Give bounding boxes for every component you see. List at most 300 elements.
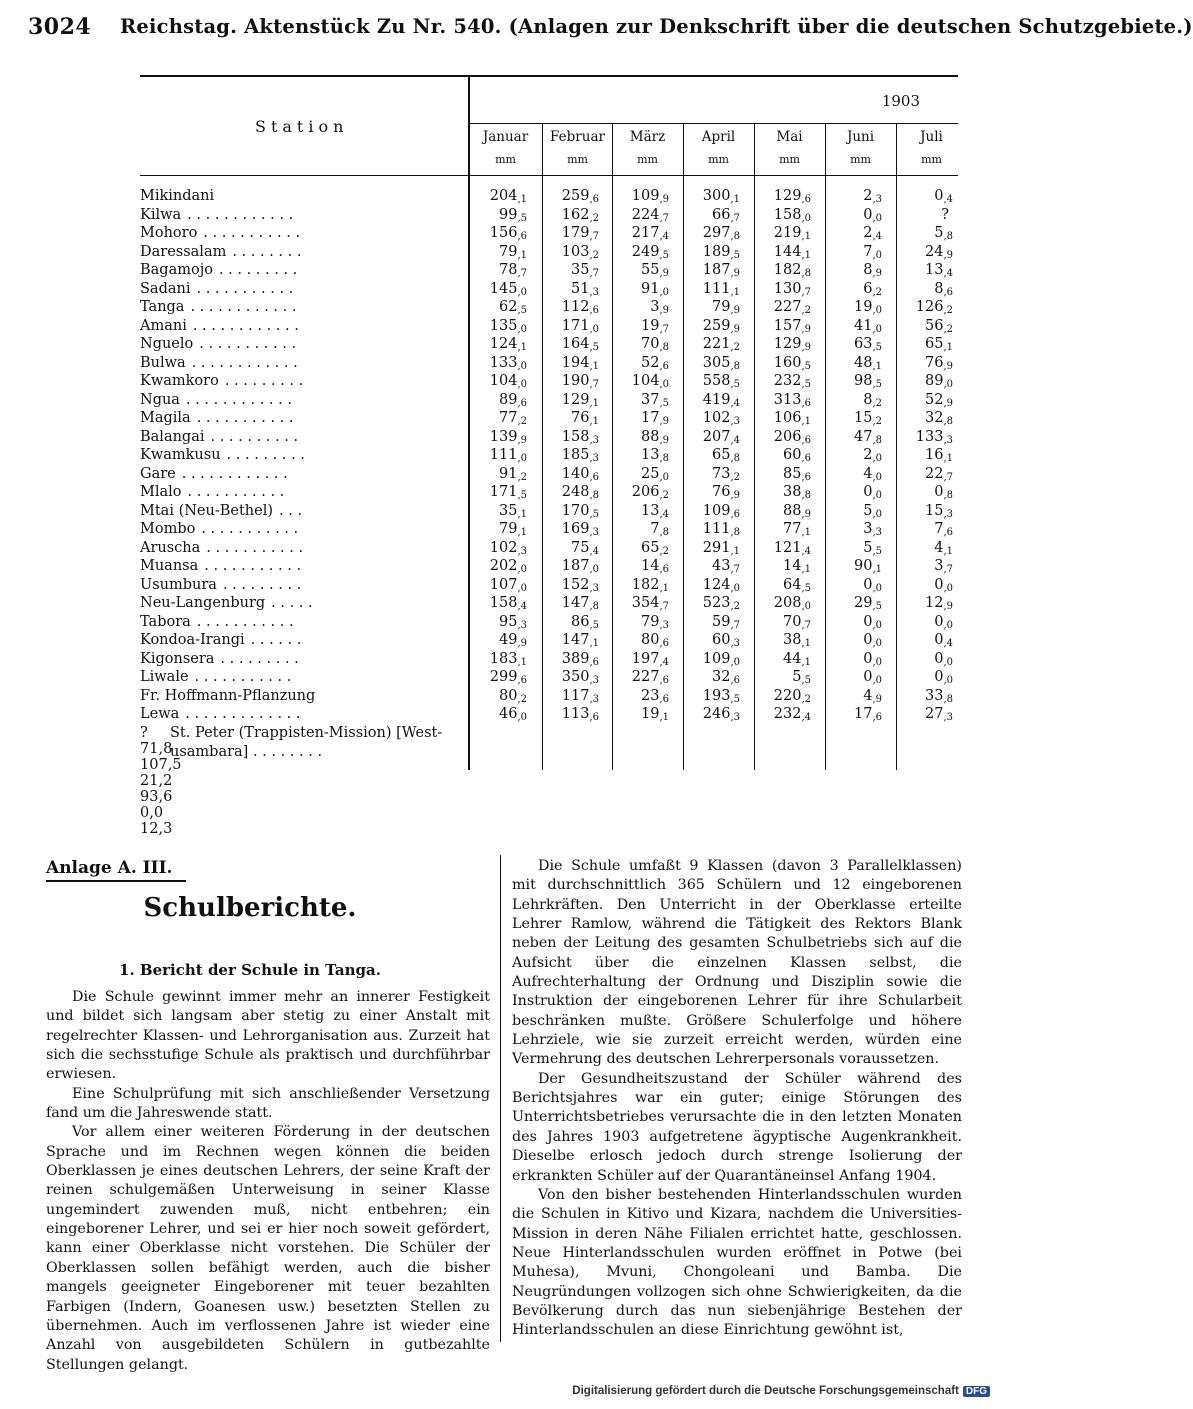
decimal-comma: , [659, 434, 663, 446]
cell-integer: 259 [561, 188, 590, 204]
cell-decimal: 0 [520, 453, 527, 464]
cell-decimal: 1 [804, 416, 811, 427]
table-cell [542, 595, 599, 612]
table-cell [542, 614, 599, 631]
leader-dots: . . . . . . . . . [226, 447, 305, 463]
cell-decimal: 7 [520, 268, 527, 279]
month-header: Februar [550, 129, 605, 145]
cell-integer: 2 [863, 447, 873, 463]
cell-integer: 219 [773, 225, 802, 241]
cell-decimal: 7 [733, 619, 740, 631]
table-cell [542, 410, 599, 427]
decimal-comma: , [801, 712, 805, 723]
decimal-comma: , [158, 772, 164, 789]
decimal-comma: , [801, 194, 805, 205]
cell-integer: 55 [640, 262, 660, 278]
decimal-comma: , [943, 342, 947, 353]
decimal-comma: , [589, 490, 593, 501]
cell-integer: 107 [489, 576, 518, 593]
cell-integer: 130 [773, 280, 802, 297]
table-cell [754, 281, 811, 298]
station-label: Tabora [140, 613, 191, 630]
decimal-comma: , [659, 453, 663, 464]
table-cell [825, 373, 882, 390]
table-cell [825, 632, 882, 649]
cell-decimal: 1 [733, 286, 740, 298]
table-cell [683, 614, 740, 631]
cell-integer: 179 [561, 225, 590, 241]
decimal-comma: , [158, 820, 164, 837]
station-label: Kondoa-Irangi [140, 632, 245, 648]
decimal-comma: , [872, 360, 876, 372]
table-header-rule [140, 175, 958, 176]
leader-dots: . . . . . . . . . . . . [187, 206, 294, 223]
cell-integer: 80 [640, 632, 660, 648]
decimal-comma: , [659, 249, 663, 261]
station-name [140, 336, 466, 352]
table-row [140, 632, 958, 651]
cell-integer: 0 [863, 206, 873, 223]
cell-decimal: 3 [875, 527, 882, 538]
table-cell [754, 318, 811, 335]
decimal-comma: , [943, 527, 947, 538]
decimal-comma: , [943, 286, 947, 298]
unit-label: mm [708, 153, 729, 166]
cell-decimal: 7 [592, 231, 599, 242]
cell-integer: 207 [702, 428, 731, 445]
cell-decimal: 4 [804, 545, 811, 557]
table-cell [542, 429, 599, 446]
cell-integer: 91 [498, 465, 518, 482]
decimal-comma: , [517, 638, 521, 649]
paragraph: Eine Schulprüfung mit sich anschließender Versetzung fand um die Jahreswende statt. [46, 1085, 490, 1122]
cell-integer: 107 [140, 756, 168, 773]
station-name [140, 244, 466, 260]
decimal-comma: , [589, 619, 593, 631]
dfg-logo: DFG [963, 1386, 990, 1397]
paragraph: Der Gesundheitszustand der Schüler während des Berichtsjahres war ein guter; einige Störungen des Unterrichtsbetriebes verursachte die in den letzten Monaten des Jahres 1903 aufgetretene ägyptische Augenkrankheit. Dieselbe erlosch jedoch durch strenge Isolierung der erkrankten Schüler auf der Quarantäneinsel Anfang 1904. [512, 1070, 962, 1184]
decimal-comma: , [872, 508, 876, 520]
cell-decimal: 0 [662, 286, 669, 298]
decimal-comma: , [872, 638, 876, 649]
station-label: Kwamkusu [140, 447, 221, 463]
cell-decimal: 7 [592, 268, 599, 279]
decimal-comma: , [872, 416, 876, 427]
table-cell [612, 466, 669, 483]
decimal-comma: , [872, 712, 876, 723]
table-cell [896, 614, 953, 631]
cell-integer: 29 [853, 595, 873, 611]
cell-decimal: 9 [662, 416, 669, 427]
decimal-comma: , [943, 323, 947, 335]
cell-integer: 35 [498, 502, 518, 519]
decimal-comma: , [517, 360, 521, 372]
decimal-comma: , [730, 471, 734, 483]
cell-integer: 0 [934, 484, 944, 500]
decimal-comma: , [943, 490, 947, 501]
cell-decimal: 3 [520, 619, 527, 631]
cell-integer: 89 [498, 391, 518, 408]
cell-decimal: 3 [662, 619, 669, 631]
table-cell [542, 632, 599, 649]
cell-decimal: 6 [163, 788, 173, 805]
cell-integer: 170 [561, 502, 590, 519]
paragraph: Die Schule gewinnt immer mehr an innerer Festigkeit und bildet sich langsam aber stetig zu einer Anstalt mit regelrechter Klassen- und Lehrorganisation aus. Zurzeit hat sich die sechsstufige Schule als praktisch und durchführbar erwiesen. [46, 989, 490, 1083]
table-cell [896, 484, 953, 501]
table-cell [683, 355, 740, 372]
decimal-comma: , [589, 268, 593, 279]
report-subtitle: 1. Bericht der Schule in Tanga. [119, 961, 381, 979]
cell-decimal: 6 [662, 638, 669, 649]
cell-decimal: 8 [733, 231, 740, 242]
cell-decimal: 1 [592, 397, 599, 409]
table-cell [683, 207, 740, 224]
cell-decimal: 0 [520, 360, 527, 372]
decimal-comma: , [517, 249, 521, 261]
table-cell [896, 373, 953, 390]
cell-decimal: 7 [662, 601, 669, 612]
table-cell [612, 410, 669, 427]
table-cell [683, 318, 740, 335]
table-cell [470, 632, 527, 649]
table-cell [542, 688, 599, 705]
decimal-comma: , [730, 601, 734, 612]
decimal-comma: , [659, 490, 663, 501]
cell-integer: 297 [702, 225, 731, 241]
column-divider [500, 855, 501, 1342]
table-row [140, 262, 958, 281]
decimal-comma: , [730, 397, 734, 409]
month-header: Januar [482, 129, 529, 145]
decimal-comma: , [517, 212, 521, 224]
cell-integer: 313 [773, 391, 802, 408]
table-cell [470, 244, 527, 261]
table-cell [612, 632, 669, 649]
cell-decimal: 6 [520, 231, 527, 242]
cell-decimal: 8 [662, 453, 669, 464]
table-cell [470, 484, 527, 501]
decimal-comma: , [589, 194, 593, 205]
cell-decimal: 1 [804, 249, 811, 261]
table-cell [542, 558, 599, 575]
cell-decimal: 1 [804, 231, 811, 242]
table-cell [542, 540, 599, 557]
decimal-comma: , [589, 453, 593, 464]
leader-dots: . . . . . . . . . . . [203, 225, 301, 241]
station-label: Kwamkoro [140, 373, 219, 389]
decimal-comma: , [943, 231, 947, 242]
cell-decimal: 0 [520, 323, 527, 335]
decimal-comma: , [589, 286, 593, 298]
station-name [140, 688, 466, 704]
table-cell [825, 299, 882, 316]
table-cell [825, 466, 882, 483]
cell-decimal: 1 [662, 712, 669, 723]
cell-integer: 25 [640, 465, 660, 482]
table-cell [612, 688, 669, 705]
table-cell [683, 188, 740, 205]
table-cell [683, 595, 740, 612]
cell-decimal: 4 [662, 231, 669, 242]
cell-integer: 202 [489, 558, 518, 574]
cell-decimal: 1 [946, 545, 953, 557]
table-row [140, 466, 958, 485]
decimal-comma: , [801, 434, 805, 446]
station-label: Bagamojo [140, 262, 213, 278]
cell-decimal: 0 [946, 379, 953, 390]
table-row [140, 188, 958, 207]
table-cell [542, 225, 599, 242]
table-cell [754, 392, 811, 409]
decimal-comma: , [943, 416, 947, 427]
table-top-rule [140, 75, 958, 77]
cell-decimal: 6 [946, 527, 953, 538]
table-cell [470, 688, 527, 705]
station-label: Daressalam [140, 243, 227, 260]
table-cell [825, 688, 882, 705]
cell-decimal: 7 [733, 564, 740, 575]
cell-integer: 220 [773, 687, 802, 704]
decimal-comma: , [589, 212, 593, 224]
decimal-comma: , [517, 268, 521, 279]
decimal-comma: , [659, 527, 663, 538]
cell-decimal: 6 [662, 360, 669, 372]
cell-decimal: 8 [804, 490, 811, 501]
table-cell [470, 614, 527, 631]
table-cell [612, 207, 669, 224]
cell-decimal: 8 [875, 434, 882, 446]
leader-dots: . . . . . . . . . [222, 576, 302, 593]
leader-dots: . . . . . . . . . . . [206, 539, 304, 556]
cell-integer: 171 [561, 317, 590, 334]
table-cell [754, 651, 811, 668]
decimal-comma: , [730, 231, 734, 242]
table-cell [140, 805, 197, 821]
cell-decimal: 1 [804, 656, 811, 668]
decimal-comma: , [589, 545, 593, 557]
decimal-comma: , [589, 471, 593, 483]
unit-label: mm [495, 153, 516, 166]
cell-decimal: 5 [733, 379, 740, 390]
table-row [140, 410, 958, 429]
cell-integer: 121 [773, 539, 802, 556]
table-row [140, 447, 958, 466]
cell-decimal: 5 [592, 508, 599, 520]
station-name [140, 632, 466, 648]
decimal-comma: , [801, 527, 805, 538]
cell-integer: 80 [498, 687, 518, 704]
cell-decimal: 7 [662, 212, 669, 224]
table-cell [896, 540, 953, 557]
cell-integer: 22 [924, 465, 944, 482]
cell-integer: 35 [570, 262, 590, 278]
cell-integer: 70 [782, 613, 802, 630]
cell-integer: 38 [782, 484, 802, 500]
decimal-comma: , [872, 397, 876, 409]
cell-decimal: 5 [875, 342, 882, 353]
cell-integer: 24 [924, 243, 944, 260]
cell-decimal: 5 [172, 756, 182, 773]
station-label: Mohoro [140, 225, 198, 241]
cell-decimal: 8 [946, 231, 953, 242]
cell-decimal: 8 [733, 360, 740, 372]
leader-dots: . . . . . . . . . . . [196, 613, 294, 630]
table-cell [896, 688, 953, 705]
cell-integer: 0 [934, 576, 944, 593]
decimal-comma: , [517, 305, 521, 316]
table-cell [612, 392, 669, 409]
table-cell [542, 336, 599, 353]
cell-decimal: 9 [875, 268, 882, 279]
table-cell [683, 244, 740, 261]
table-year: 1903 [881, 92, 920, 110]
cell-decimal: 1 [946, 342, 953, 353]
decimal-comma: , [943, 379, 947, 390]
cell-decimal: 3 [520, 545, 527, 557]
leader-dots: . . . . . . . . . [224, 373, 304, 389]
table-row [140, 614, 958, 633]
decimal-comma: , [872, 453, 876, 464]
decimal-comma: , [517, 231, 521, 242]
cell-decimal: 9 [733, 323, 740, 335]
table-cell [896, 262, 953, 279]
cell-decimal: 9 [946, 249, 953, 261]
table-cell [683, 558, 740, 575]
decimal-comma: , [730, 712, 734, 723]
table-cell [896, 632, 953, 649]
table-cell [612, 540, 669, 557]
cell-integer: 5 [863, 502, 873, 519]
table-cell [896, 299, 953, 316]
cell-integer: 63 [853, 336, 873, 352]
cell-integer: 48 [853, 354, 873, 371]
cell-integer: 129 [561, 391, 590, 408]
decimal-comma: , [589, 693, 593, 705]
decimal-comma: , [872, 342, 876, 353]
table-cell [470, 355, 527, 372]
station-label: Balangai [140, 428, 205, 445]
table-cell [470, 410, 527, 427]
table-cell [683, 688, 740, 705]
cell-integer: 133 [489, 354, 518, 371]
table-cell [612, 244, 669, 261]
cell-decimal: 7 [946, 471, 953, 483]
decimal-comma: , [730, 379, 734, 390]
table-cell [754, 706, 811, 723]
cell-integer: 246 [702, 706, 731, 722]
cell-decimal: 3 [592, 453, 599, 464]
cell-integer: 19 [853, 299, 873, 315]
right-column-text [512, 857, 962, 1341]
decimal-comma: , [517, 527, 521, 538]
cell-integer: 248 [561, 484, 590, 500]
decimal-comma: , [659, 675, 663, 686]
cell-integer: 135 [489, 317, 518, 334]
cell-decimal: 0 [875, 471, 882, 483]
cell-decimal: 9 [662, 194, 669, 205]
cell-decimal: 0 [520, 379, 527, 390]
decimal-comma: , [659, 712, 663, 723]
table-cell [542, 299, 599, 316]
cell-integer: 70 [640, 336, 660, 352]
cell-integer: 157 [773, 317, 802, 334]
table-row [140, 688, 958, 707]
cell-decimal: 0 [520, 286, 527, 298]
leader-dots: . . . . . [271, 595, 313, 611]
cell-decimal: 2 [592, 212, 599, 224]
cell-decimal: 0 [520, 582, 527, 594]
station-label: Mtai (Neu-Bethel) [140, 502, 274, 519]
table-cell [754, 447, 811, 464]
cell-integer: 14 [782, 558, 802, 574]
table-cell [825, 669, 882, 686]
decimal-comma: , [659, 323, 663, 335]
decimal-comma: , [943, 305, 947, 316]
cell-decimal: 2 [804, 305, 811, 316]
appendix-label-rule [46, 880, 186, 882]
decimal-comma: , [801, 342, 805, 353]
decimal-comma: , [589, 397, 593, 409]
decimal-comma: , [517, 656, 521, 668]
station-label: Usumbura [140, 576, 217, 593]
decimal-comma: , [872, 434, 876, 446]
table-cell [825, 244, 882, 261]
decimal-comma: , [801, 656, 805, 668]
cell-integer: 104 [489, 373, 518, 389]
decimal-comma: , [730, 490, 734, 501]
cell-integer: 169 [561, 521, 590, 537]
table-cell [754, 299, 811, 316]
cell-integer: 111 [702, 280, 731, 297]
table-cell [470, 706, 527, 723]
appendix-label: Anlage A. III. [46, 858, 173, 878]
decimal-comma: , [659, 638, 663, 649]
cell-decimal: 9 [875, 693, 882, 705]
table-cell [754, 262, 811, 279]
cell-decimal: 6 [804, 453, 811, 464]
cell-decimal: 0 [520, 564, 527, 575]
cell-decimal: 8 [592, 601, 599, 612]
table-cell [470, 225, 527, 242]
table-cell [683, 632, 740, 649]
cell-integer: 27 [924, 706, 944, 722]
table-cell [683, 521, 740, 538]
decimal-comma: , [730, 360, 734, 372]
table-cell [612, 558, 669, 575]
cell-decimal: 3 [946, 434, 953, 446]
table-cell [825, 540, 882, 557]
cell-decimal: 9 [733, 268, 740, 279]
table-cell [542, 355, 599, 372]
table-cell [683, 299, 740, 316]
cell-integer: 185 [561, 447, 590, 463]
cell-decimal: 1 [592, 360, 599, 372]
table-cell [470, 558, 527, 575]
decimal-comma: , [517, 582, 521, 594]
station-name [140, 706, 466, 722]
table-cell [683, 540, 740, 557]
cell-integer: 299 [489, 669, 518, 685]
decimal-comma: , [801, 416, 805, 427]
decimal-comma: , [659, 397, 663, 409]
decimal-comma: , [943, 194, 947, 205]
table-cell [612, 521, 669, 538]
table-row [140, 318, 958, 337]
cell-integer: 112 [561, 299, 590, 315]
cell-decimal: 0 [875, 490, 882, 501]
cell-integer: 3 [934, 558, 944, 574]
decimal-comma: , [872, 601, 876, 612]
